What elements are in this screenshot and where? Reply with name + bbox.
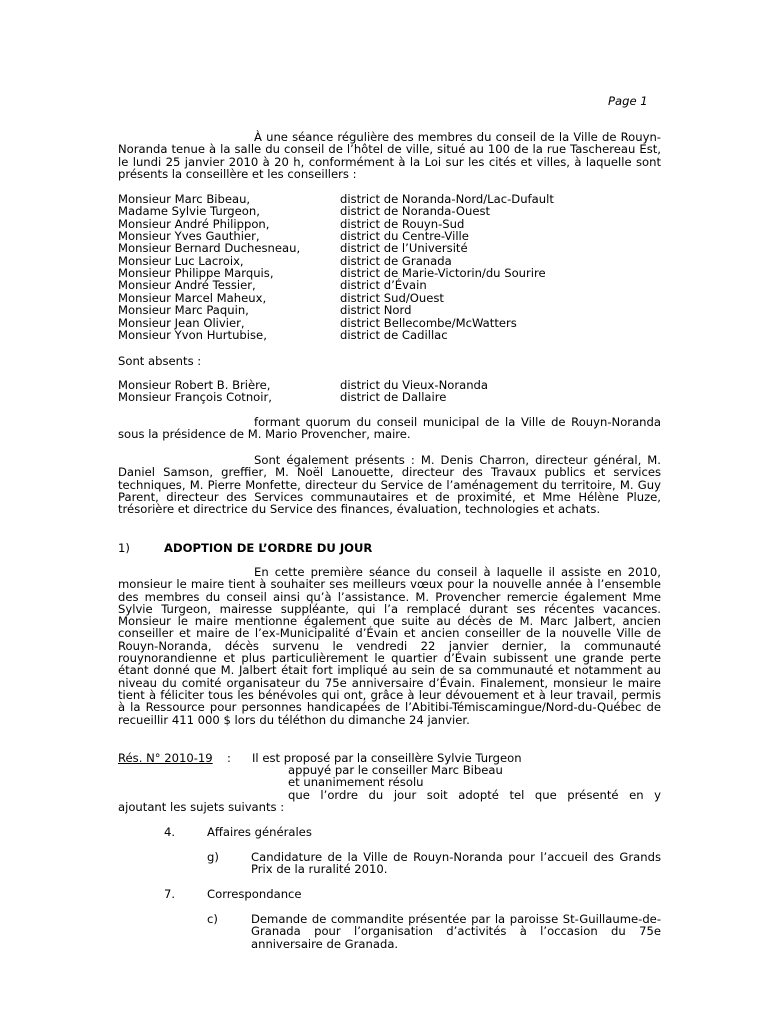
member-name: Monsieur André Tessier, bbox=[118, 278, 256, 293]
member-district: district de Cadillac bbox=[340, 327, 448, 342]
member-name: Monsieur Luc Lacroix, bbox=[118, 253, 244, 268]
intro-text: À une séance régulière des membres du conseil de la Ville de Rouyn-Noranda tenue à la salle du conseil de l’hôtel de ville, situé au 100 de la rue Taschereau Est, le lundi 25 janvier 2010 à 20 h, conformément à la Loi sur les cités et villes, à laquelle sont présents la conseillère et les conseillers : bbox=[118, 130, 661, 181]
resolution-colon: : bbox=[227, 751, 231, 765]
also-present-text: Sont également présents : M. Denis Charron, directeur général, M. Daniel Samson, greffier, M. Noël Lanouette, directeur des Travaux publics et services techniques, M. Pierre Monfette, directeur du Service de l’aménagement du territoire, M. Guy Parent, directeur des Services communautaires et de proximité, et Mme Hélène Pluze, trésorière et directrice du Service des finances, évaluation, technologies et achats. bbox=[118, 453, 661, 517]
member-name: Monsieur Philippe Marquis, bbox=[118, 266, 274, 281]
member-district: district de Dallaire bbox=[340, 390, 447, 405]
member-district: district du Centre-Ville bbox=[340, 229, 469, 244]
section-title: ADOPTION DE L’ORDRE DU JOUR bbox=[164, 541, 373, 555]
resolution-unanimous: et unanimement résolu bbox=[288, 775, 424, 789]
agenda-subitem-text: Candidature de la Ville de Rouyn-Noranda pour l’accueil des Grands Prix de la ruralité 2010. bbox=[251, 850, 661, 877]
member-name: Monsieur Marc Bibeau, bbox=[118, 192, 251, 206]
resolution-additions: ajoutant les sujets suivants : bbox=[118, 800, 285, 814]
resolution-seconded: appuyé par le conseiller Marc Bibeau bbox=[288, 763, 503, 777]
resolution-proposed: Il est proposé par la conseillère Sylvie Turgeon bbox=[252, 751, 522, 765]
agenda-subitem-text: Demande de commandite présentée par la paroisse St-Guillaume-de-Granada pour l’organisation d’activités à l’occasion du 75e anniversaire de Granada. bbox=[251, 912, 661, 951]
section1-text: En cette première séance du conseil à laquelle il assiste en 2010, monsieur le maire tient à souhaiter ses meilleurs vœux pour la nouvelle année à l’ensemble des membres du conseil ainsi qu’à l’assistance. M. Provencher remercie également Mme Sylvie Turgeon, mairesse suppléante, qui l’a remplacé durant ses récentes vacances. Monsieur le maire mentionne également que suite au décès de M. Marc Jalbert, ancien conseiller et maire de l’ex-Municipalité d’Évain et ancien conseiller de la nouvelle Ville de Rouyn-Noranda, décès survenu le vendredi 22 janvier dernier, la communauté rouynorandienne et plus particulièrement le quartier d’Évain subissent une grande perte étant donné que M. Jalbert était fort impliqué au sein de sa communauté et notamment au niveau du comité organisateur du 75e anniversaire d’Évain. Finalement, monsieur le maire tient à féliciter tous les bénévoles qui ont, grâce à leur dévouement et à leur travail, permis à la Ressource pour personnes handicapées de l’Abitibi-Témiscamingue/Nord-du-Québec de recueillir 411 000 $ lors du téléthon du dimanche 24 janvier. bbox=[118, 565, 661, 727]
absent-label: Sont absents : bbox=[118, 354, 202, 368]
agenda-item-title: Affaires générales bbox=[207, 825, 312, 839]
page-number: Page 1 bbox=[608, 94, 648, 108]
member-district: district de l’Université bbox=[340, 241, 468, 256]
member-name: Monsieur Bernard Duchesneau, bbox=[118, 241, 301, 256]
member-name: Monsieur Marcel Maheux, bbox=[118, 290, 267, 305]
resolution-adopted: que l’ordre du jour soit adopté tel que présenté en y bbox=[288, 788, 661, 802]
member-district: district Nord bbox=[340, 303, 412, 318]
member-name: Monsieur François Cotnoir, bbox=[118, 390, 272, 405]
member-district: district Sud/Ouest bbox=[340, 290, 444, 305]
agenda-subitem-letter: g) bbox=[207, 850, 219, 864]
agenda-item-number: 4. bbox=[164, 825, 176, 839]
member-name: Monsieur Robert B. Brière, bbox=[118, 378, 271, 392]
member-name: Monsieur Marc Paquin, bbox=[118, 303, 249, 318]
member-district: district d’Évain bbox=[340, 278, 427, 293]
member-name: Madame Sylvie Turgeon, bbox=[118, 204, 260, 219]
quorum-text: formant quorum du conseil municipal de la Ville de Rouyn-Noranda sous la présidence de M. Mario Provencher, maire. bbox=[118, 415, 661, 442]
resolution-number: Rés. N° 2010-19 bbox=[118, 751, 213, 765]
quorum-paragraph bbox=[118, 416, 661, 441]
section1-paragraph bbox=[118, 566, 661, 726]
agenda-item-number: 7. bbox=[164, 887, 176, 901]
member-district: district de Noranda-Nord/Lac-Dufault bbox=[340, 192, 554, 206]
member-district: district de Marie-Victorin/du Sourire bbox=[340, 266, 546, 281]
member-name: Monsieur André Philippon, bbox=[118, 216, 270, 231]
intro-paragraph bbox=[118, 131, 661, 180]
member-district: district Bellecombe/McWatters bbox=[340, 315, 517, 330]
section-number: 1) bbox=[118, 541, 130, 555]
agenda-item-title: Correspondance bbox=[207, 887, 302, 901]
member-district: district de Noranda-Ouest bbox=[340, 204, 491, 219]
member-name: Monsieur Yves Gauthier, bbox=[118, 229, 260, 244]
member-district: district du Vieux-Noranda bbox=[340, 378, 489, 392]
member-name: Monsieur Yvon Hurtubise, bbox=[118, 327, 267, 342]
member-district: district de Rouyn-Sud bbox=[340, 216, 465, 231]
agenda-subitem-letter: c) bbox=[207, 912, 218, 926]
member-district: district de Granada bbox=[340, 253, 452, 268]
member-name: Monsieur Jean Olivier, bbox=[118, 315, 245, 330]
also-present-paragraph bbox=[118, 454, 661, 515]
